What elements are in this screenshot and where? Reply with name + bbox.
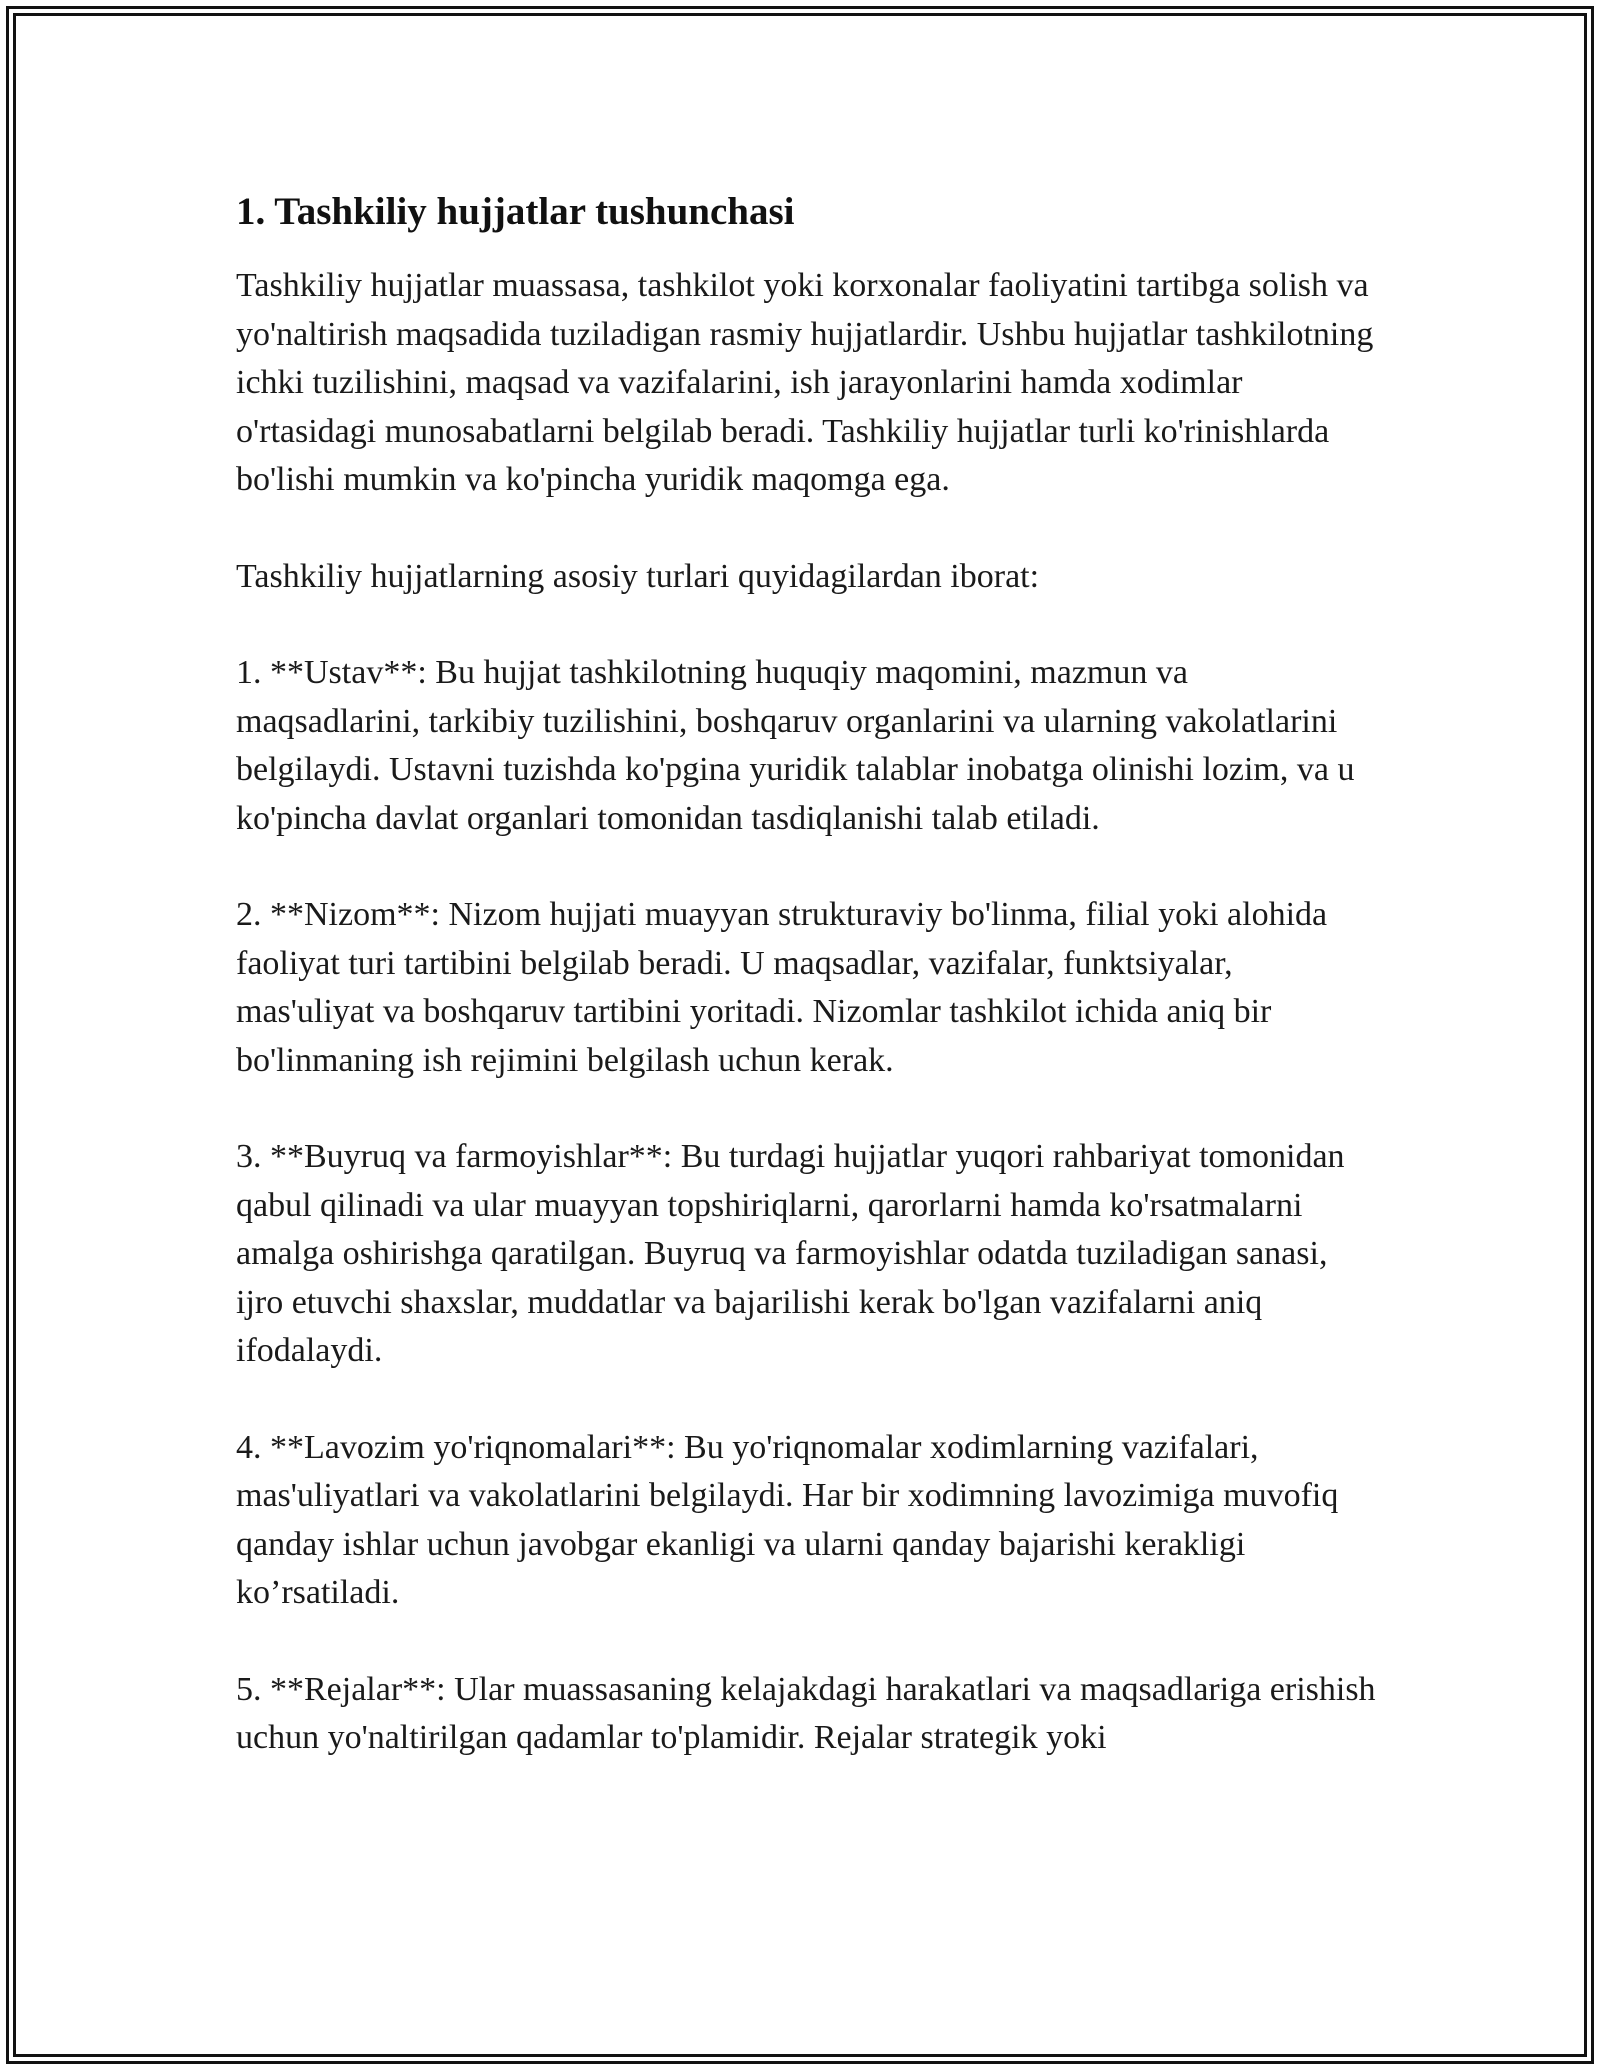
types-intro-paragraph: Tashkiliy hujjatlarning asosiy turlari quyidagilardan iborat: (236, 557, 1040, 595)
section-heading: 1. Tashkiliy hujjatlar tushunchasi (236, 190, 795, 233)
document-body (236, 186, 1376, 1763)
list-item-lavozim: 4. **Lavozim yo'riqnomalari**: Bu yo'riqnomalar xodimlarning vazifalari, mas'uliyatlari va vakolatlarini belgilaydi. Har bir xodimning lavozimiga muvofiq qanday ishlar uchun javobgar ekanligi va ularni qanday bajarishi kerakligi ko’rsatiladi. (236, 1428, 1339, 1611)
list-item-buyruq: 3. **Buyruq va farmoyishlar**: Bu turdagi hujjatlar yuqori rahbariyat tomonidan qabul qilinadi va ular muayyan topshiriqlarni, qarorlarni hamda ko'rsatmalarni amalga oshirishga qaratilgan. Buyruq va farmoyishlar odatda tuziladigan sanasi, ijro etuvchi shaxslar, muddatlar va bajarilishi kerak bo'lgan vazifalarni aniq ifodalaydi. (236, 1138, 1345, 1369)
list-item-rejalar: 5. **Rejalar**: Ular muassasaning kelajakdagi harakatlari va maqsadlariga erishish uchun yo'naltirilgan qadamlar to'plamidir. Rejalar strategik yoki (236, 1670, 1376, 1756)
intro-paragraph: Tashkiliy hujjatlar muassasa, tashkilot yoki korxonalar faoliyatini tartibga solish va yo'naltirish maqsadida tuziladigan rasmiy hujjatlardir. Ushbu hujjatlar tashkilotning ichki tuzilishini, maqsad va vazifalarini, ish jarayonlarini hamda xodimlar o'rtasidagi munosabatlarni belgilab beradi. Tashkiliy hujjatlar turli ko'rinishlarda bo'lishi mumkin va ko'pincha yuridik maqomga ega. (236, 267, 1374, 498)
list-item-nizom: 2. **Nizom**: Nizom hujjati muayyan strukturaviy bo'linma, filial yoki alohida faoliyat turi tartibini belgilab beradi. U maqsadlar, vazifalar, funktsiyalar, mas'uliyat va boshqaruv tartibini yoritadi. Nizomlar tashkilot ichida aniq bir bo'linmaning ish rejimini belgilash uchun kerak. (236, 896, 1328, 1079)
list-item-ustav: 1. **Ustav**: Bu hujjat tashkilotning huquqiy maqomini, mazmun va maqsadlarini, tarkibiy tuzilishini, boshqaruv organlarini va ularning vakolatlarini belgilaydi. Ustavni tuzishda ko'pgina yuridik talablar inobatga olinishi lozim, va u ko'pincha davlat organlari tomonidan tasdiqlanishi talab etiladi. (236, 654, 1355, 837)
